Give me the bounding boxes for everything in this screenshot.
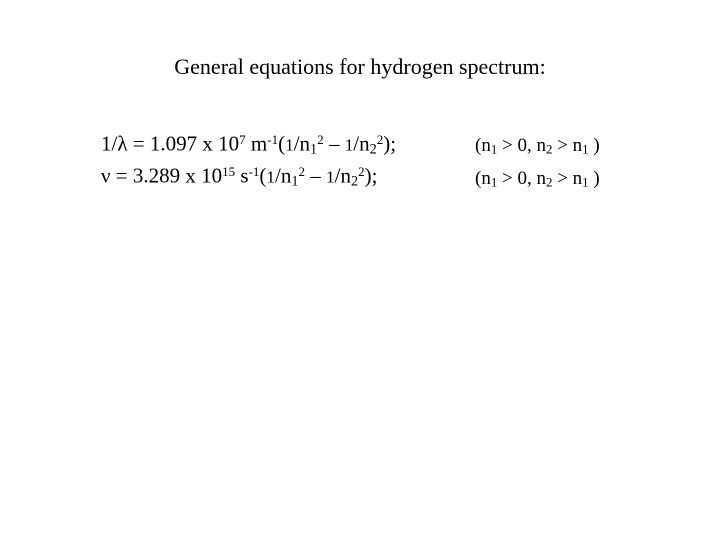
frequency-equation: ν = 3.289 x $10^{15}$ $s^{-1}(1/n_1^2 - 1/n_2^2)$;	[101, 163, 378, 190]
wavelength-equation: 1/λ = 1.097 x $10^7$ $m^{-1}(1/n_1^2 - 1/n_2^2)$;	[101, 131, 397, 158]
frequency-condition: ($n_1 > 0$, $n_2 > n_1$ )	[475, 168, 600, 190]
wavelength-condition: ($n_1 > 0$, $n_2 > n_1$ )	[475, 135, 600, 157]
slide-title: General equations for hydrogen spectrum:	[174, 54, 546, 79]
